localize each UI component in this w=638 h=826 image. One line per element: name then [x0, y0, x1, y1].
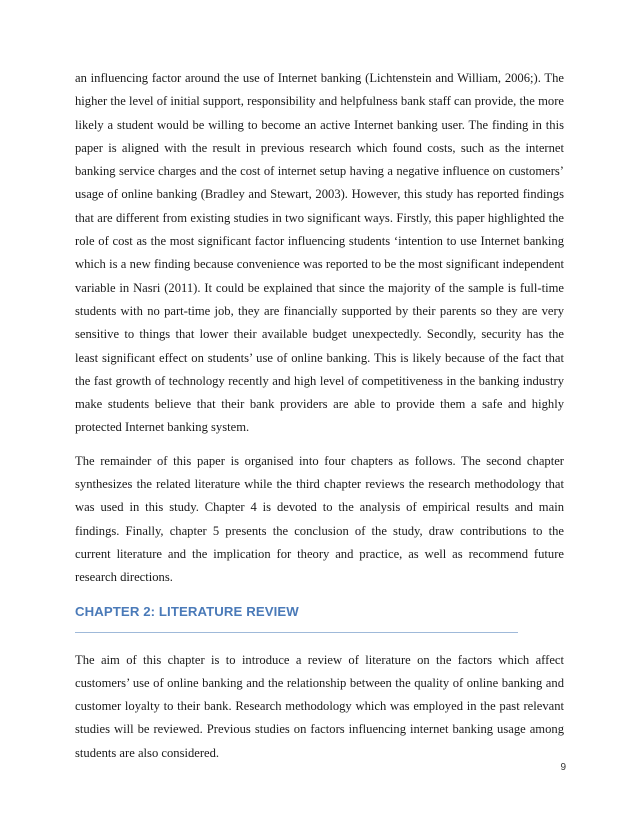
body-paragraph-1: an influencing factor around the use of Internet banking (Lichtenstein and William, 2006;). The higher the level of initial support, responsibility and helpfulness bank staff can provide, the more likely a student would be willing to become an active Internet banking user. The finding in this paper is aligned with the result in previous research which found costs, such as the internet banking service charges and the cost of internet setup having a negative influence on customers’ usage of online banking (Bradley and Stewart, 2003). However, this study has reported findings that are different from existing studies in two significant ways. Firstly, this paper highlighted the role of cost as the most significant factor influencing students ‘intention to use Internet banking which is a new finding because convenience was reported to be the most significant independent variable in Nasri (2011). It could be explained that since the majority of the sample is full-time students with no part-time job, they are financially supported by their parents so they are very sensitive to things that lower their available budget unexpectedly. Secondly, security has the least significant effect on students’ use of online banking. This is likely because of the fact that the fast growth of technology recently and high level of competitiveness in the banking industry make students believe that their bank providers are able to provide them a safe and highly protected Internet banking system. [75, 71, 564, 435]
page-number: 9 [560, 762, 566, 773]
body-paragraph-3: The aim of this chapter is to introduce a review of literature on the factors which affect customers’ use of online banking and the relationship between the quality of online banking and customer loyalty to their bank. Research methodology which was employed in the past relevant studies will be reviewed. Previous studies on factors influencing internet banking usage among students are also considered. [75, 652, 564, 760]
chapter-heading: CHAPTER 2: LITERATURE REVIEW [75, 603, 299, 619]
heading-divider [75, 632, 518, 633]
body-paragraph-2: The remainder of this paper is organised into four chapters as follows. The second chapter synthesizes the related literature while the third chapter reviews the research methodology that was used in this study. Chapter 4 is devoted to the analysis of empirical results and main findings. Finally, chapter 5 presents the conclusion of the study, draw contributions to the current literature and the implication for theory and practice, as well as recommend future research directions. [75, 453, 564, 585]
document-page [75, 67, 564, 765]
